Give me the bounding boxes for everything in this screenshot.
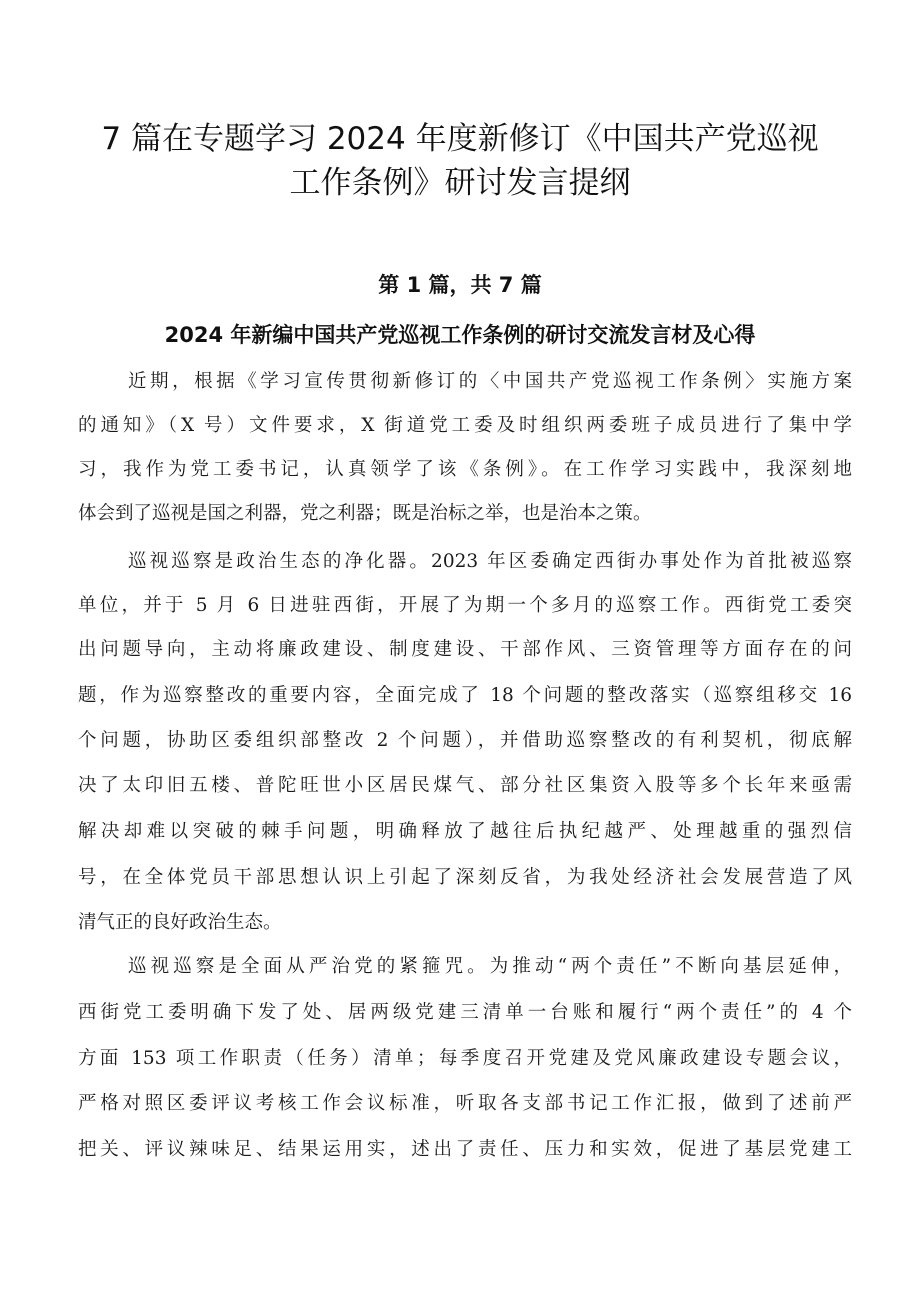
paragraph-1-line: 近期，根据《学习宣传贯彻新修订的〈中国共产党巡视工作条例〉实施方案 (128, 371, 852, 392)
paragraph-1-line: 的通知》（X 号）文件要求，X 街道党工委及时组织两委班子成员进行了集中学 (78, 415, 852, 436)
paragraph-3-line: 把关、评议辣味足、结果运用实，述出了责任、压力和实效，促进了基层党建工 (78, 1139, 852, 1160)
paragraph-2-line: 题，作为巡察整改的重要内容，全面完成了 18 个问题的整改落实（巡察组移交 16 (78, 685, 852, 706)
paragraph-3-line: 西街党工委明确下发了处、居两级党建三清单一台账和履行“两个责任”的 4 个 (78, 1002, 852, 1023)
section-heading: 第 1 篇，共 7 篇 (378, 273, 542, 297)
paragraph-3-line: 严格对照区委评议考核工作会议标准，听取各支部书记工作汇报，做到了述前严 (78, 1093, 852, 1114)
document-title-line-1: 7 篇在专题学习 2024 年度新修订《中国共产党巡视 (101, 121, 819, 157)
article-title: 2024 年新编中国共产党巡视工作条例的研讨交流发言材及心得 (164, 323, 756, 347)
paragraph-1-line: 体会到了巡视是国之利器，党之利器；既是治标之举，也是治本之策。 (78, 503, 652, 524)
paragraph-2-line: 单位，并于 5 月 6 日进驻西街，开展了为期一个多月的巡察工作。西街党工委突 (78, 595, 852, 616)
paragraph-3-line: 巡视巡察是全面从严治党的紧箍咒。为推动“两个责任”不断向基层延伸， (128, 956, 852, 977)
paragraph-2-line: 出问题导向，主动将廉政建设、制度建设、干部作风、三资管理等方面存在的问 (78, 639, 852, 660)
document-title-line-2: 工作条例》研讨发言提纲 (289, 165, 631, 201)
paragraph-1-line: 习，我作为党工委书记，认真领学了该《条例》。在工作学习实践中，我深刻地 (78, 459, 852, 480)
paragraph-2-line: 清气正的良好政治生态。 (78, 912, 282, 933)
paragraph-2-line: 号，在全体党员干部思想认识上引起了深刻反省，为我处经济社会发展营造了风 (78, 867, 852, 888)
paragraph-2-line: 巡视巡察是政治生态的净化器。2023 年区委确定西街办事处作为首批被巡察 (128, 551, 852, 572)
paragraph-3-line: 方面 153 项工作职责（任务）清单；每季度召开党建及党风廉政建设专题会议， (78, 1048, 852, 1069)
paragraph-2-line: 解决却难以突破的棘手问题，明确释放了越往后执纪越严、处理越重的强烈信 (78, 821, 852, 842)
paragraph-2-line: 个问题，协助区委组织部整改 2 个问题），并借助巡察整改的有利契机，彻底解 (78, 730, 852, 751)
paragraph-2-line: 决了太印旧五楼、普陀旺世小区居民煤气、部分社区集资入股等多个长年来亟需 (78, 775, 852, 796)
